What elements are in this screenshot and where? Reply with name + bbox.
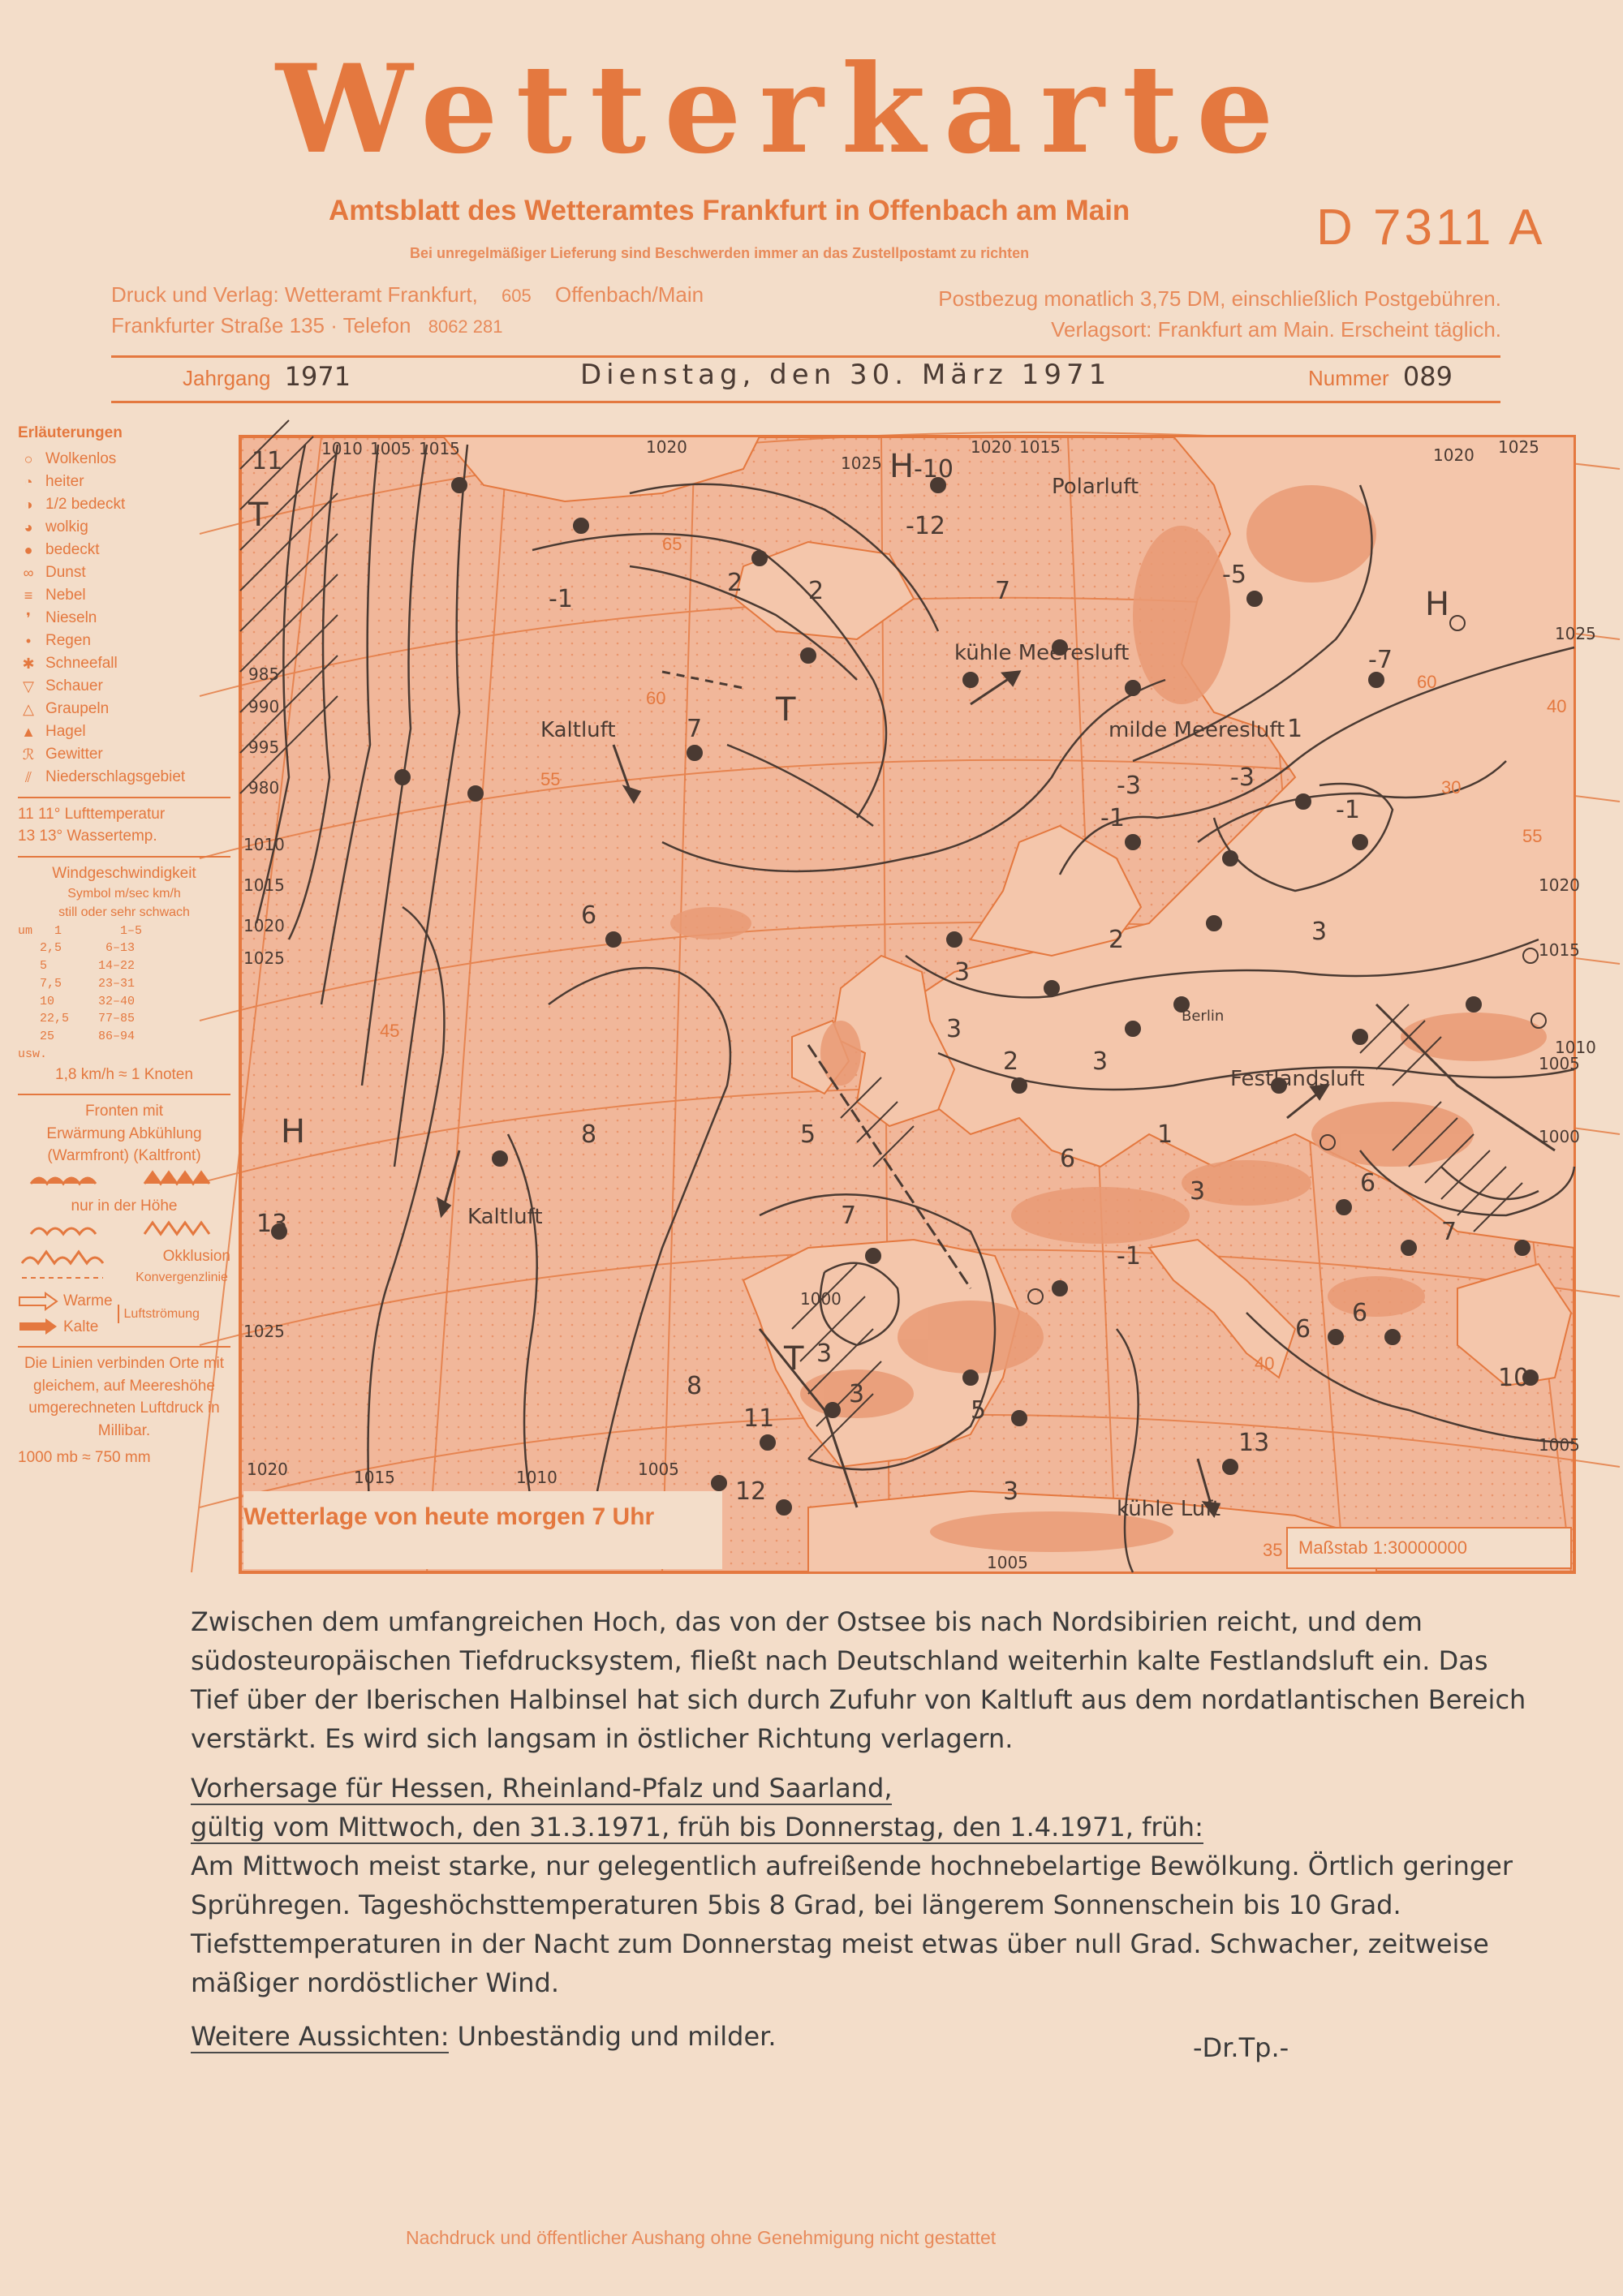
svg-text:1010: 1010: [321, 439, 363, 458]
svg-text:35: 35: [1263, 1540, 1283, 1560]
svg-text:55: 55: [540, 769, 561, 789]
map-scale: Maßstab 1:30000000: [1298, 1537, 1467, 1558]
header-rule-bottom: [111, 401, 1500, 403]
legend-label: 1/2 bedeckt: [45, 495, 126, 513]
station-value: 3: [1092, 1047, 1109, 1076]
station-value: -7: [1368, 646, 1393, 674]
low-marker: T: [248, 497, 269, 534]
svg-text:1025: 1025: [1498, 437, 1539, 457]
svg-text:1025: 1025: [243, 948, 285, 968]
asterisk-icon: ✱: [22, 655, 35, 672]
svg-text:1000: 1000: [800, 1289, 842, 1309]
comma-dot-icon: ❜: [26, 609, 31, 626]
circle-half-icon: ◑: [24, 496, 33, 513]
station-value: 2: [808, 577, 824, 605]
station-value: -3: [1230, 763, 1255, 792]
station-value: 6: [1295, 1315, 1311, 1344]
label-kaltluft-2: Kaltluft: [467, 1205, 543, 1229]
legend-label: Graupeln: [45, 699, 110, 717]
svg-text:45: 45: [380, 1021, 400, 1041]
svg-text:1020: 1020: [1539, 875, 1580, 895]
front-symbols-icon: [23, 1167, 226, 1189]
wind-row: 7,5 23–31: [18, 976, 136, 991]
postal-code-id: D 7311 A: [1316, 200, 1546, 256]
legend-airflow-row: [18, 1290, 230, 1338]
svg-text:30: 30: [1441, 777, 1462, 798]
svg-text:60: 60: [1417, 672, 1437, 692]
svg-text:1015: 1015: [243, 875, 285, 895]
station-value: -3: [1117, 772, 1141, 800]
station-value: -1: [549, 585, 573, 613]
station-value: 3: [1190, 1177, 1206, 1206]
forecast-block: [191, 1769, 1530, 2056]
label-festlandsluft: Festlandsluft: [1230, 1067, 1365, 1091]
legend-wind-cols: Symbol m/sec km/h: [67, 887, 181, 901]
station-value: 8: [687, 1372, 703, 1400]
issue-number: [1308, 361, 1453, 392]
legend-label: Hagel: [45, 722, 86, 740]
legend-row: [18, 539, 230, 561]
warm-arrow-icon: [18, 1292, 58, 1310]
legend-row: [18, 493, 230, 516]
svg-text:1020: 1020: [1433, 445, 1474, 465]
legend-row: [18, 471, 230, 493]
station-value: 3: [849, 1380, 865, 1408]
station-value: 5: [971, 1396, 987, 1425]
forecast-text: Am Mittwoch meist starke, nur gelegentlich aufreißende hochnebelartige Bewölkung. Örtlich geringer Sprühregen. Tageshöchsttemperaturen 5bis 8 Grad, bei längerem Sonnenschein bis 10 Grad. Tiefsttemperaturen in der Nacht zum Donnerstag meist etwas über null Grad. Schwacher, zeitweise mäßiger nordöstlicher Wind.: [191, 1851, 1513, 1998]
legend-label: Niederschlagsgebiet: [45, 767, 186, 785]
wind-row: 2,5 6–13: [18, 941, 136, 956]
low-marker: T: [776, 691, 796, 729]
circle-empty-icon: ○: [24, 450, 33, 467]
legend-wind: [18, 856, 230, 1086]
occlusion-icon: [18, 1247, 115, 1266]
forecast-heading-1: Vorhersage für Hessen, Rheinland-Pfalz und Saarland,: [191, 1773, 893, 1804]
svg-text:1015: 1015: [1539, 940, 1580, 960]
situation-text: Zwischen dem umfangreichen Hoch, das von der Ostsee bis nach Nordsibirien reicht, und dem südosteuropäischen Tiefdrucksystem, fließt nach Deutschland weiterhin kalte Festlandsluft ein. Das Tief über der Iberischen Halbinsel hat sich durch Zufuhr von Kaltluft aus dem nordatlantischen Bereich verstärkt. Es wird sich langsam in östlicher Richtung verlagern.: [191, 1606, 1526, 1754]
high-marker: H: [889, 448, 915, 485]
svg-text:1010: 1010: [243, 835, 285, 854]
svg-text:1020: 1020: [243, 916, 285, 935]
svg-text:1020: 1020: [971, 437, 1012, 457]
svg-text:1005: 1005: [1539, 1054, 1580, 1073]
svg-text:1025: 1025: [841, 454, 882, 473]
legend-fronts-cols: Erwärmung Abkühlung: [46, 1124, 202, 1142]
svg-text:1025: 1025: [243, 1322, 285, 1341]
legend-airflow: Luftströmung: [118, 1305, 189, 1323]
legend-label: bedeckt: [45, 540, 100, 558]
wind-row: 5 14–22: [18, 959, 136, 974]
station-value: -1: [1100, 804, 1125, 832]
station-value: 12: [735, 1477, 767, 1506]
legend-row: [18, 516, 230, 539]
legend-fronts-high: nur in der Höhe: [71, 1197, 178, 1215]
legend-row: [18, 720, 230, 743]
masthead-title: Wetterkarte: [276, 38, 1292, 181]
station-value: 1: [1287, 715, 1303, 743]
station-value: 13: [256, 1210, 288, 1238]
svg-text:65: 65: [662, 534, 682, 554]
header-rule-top: [111, 355, 1500, 358]
station-value: 8: [581, 1120, 597, 1149]
svg-text:1020: 1020: [646, 437, 687, 457]
cold-arrow-icon: [18, 1318, 58, 1335]
circle-full-icon: ●: [24, 541, 33, 558]
wind-row: usw.: [18, 1047, 48, 1061]
publisher-line2: Frankfurter Straße 135 · Telefon: [111, 312, 411, 338]
legend-row: [18, 766, 230, 789]
station-value: 6: [581, 901, 597, 930]
station-value: 5: [800, 1120, 816, 1149]
publisher-line1: Druck und Verlag: Wetteramt Frankfurt,: [111, 282, 478, 307]
legend-wind-still: still oder sehr schwach: [58, 905, 190, 920]
station-value: 2: [1003, 1047, 1019, 1076]
wind-row: 10 32–40: [18, 994, 136, 1008]
legend-fronts-title: Fronten mit: [84, 1103, 164, 1120]
svg-text:1005: 1005: [1539, 1435, 1580, 1455]
convergence-icon: [18, 1270, 107, 1286]
weather-map-svg: [240, 436, 1596, 1572]
svg-text:995: 995: [248, 737, 280, 757]
station-value: 7: [995, 577, 1011, 605]
station-value: -12: [906, 512, 945, 540]
publisher-phone: 8062 281: [428, 316, 503, 337]
legend-symbol-list: [18, 448, 230, 789]
map-caption: Wetterlage von heute morgen 7 Uhr: [243, 1503, 655, 1530]
legend-label: Nebel: [45, 586, 86, 604]
svg-text:980: 980: [248, 778, 280, 798]
publisher-postcode: 605: [502, 286, 532, 306]
legend-temp: [18, 797, 230, 848]
high-marker: H: [1425, 586, 1450, 623]
label-kaltluft: Kaltluft: [540, 718, 616, 742]
legend-convergence-row: [18, 1268, 230, 1287]
legend-row: [18, 630, 230, 652]
circle-three-quarter-icon: ◕: [24, 518, 33, 535]
station-value: 3: [816, 1339, 833, 1368]
station-value: 13: [1238, 1429, 1270, 1457]
legend-label: Regen: [45, 631, 91, 649]
legend-label: Wolkenlos: [45, 449, 117, 467]
station-value: -10: [914, 455, 954, 484]
svg-text:1005: 1005: [370, 439, 411, 458]
svg-text:1010: 1010: [516, 1468, 558, 1487]
svg-text:1015: 1015: [354, 1468, 395, 1487]
legend-label: Schauer: [45, 677, 103, 694]
svg-text:1010: 1010: [1555, 1038, 1596, 1057]
year-label: Jahrgang: [183, 366, 271, 390]
infinity-icon: ∞: [23, 564, 34, 581]
masthead-subtitle: Amtsblatt des Wetteramtes Frankfurt in Offenbach am Main: [329, 195, 1130, 226]
outlook-label: Weitere Aussichten:: [191, 2021, 450, 2052]
issue-date: Dienstag, den 30. März 1971: [580, 359, 1112, 391]
station-value: 1: [1157, 1120, 1173, 1149]
wind-row: 25 86–94: [18, 1030, 136, 1044]
legend-occlusion-row: [18, 1245, 230, 1268]
station-value: 11: [252, 447, 283, 475]
subscription-block: [889, 284, 1501, 345]
low-marker: T: [784, 1340, 804, 1378]
svg-text:55: 55: [1522, 826, 1543, 846]
number-label: Nummer: [1308, 366, 1389, 390]
svg-text:1015: 1015: [419, 439, 460, 458]
label-polarluft: Polarluft: [1052, 475, 1139, 499]
circle-quarter-icon: ◔: [24, 473, 33, 490]
station-value: 10: [1498, 1364, 1530, 1392]
legend-fronts: [18, 1094, 230, 1338]
station-value: 3: [946, 1015, 962, 1043]
legend-row: [18, 448, 230, 471]
legend-row: [18, 675, 230, 698]
svg-text:40: 40: [1255, 1353, 1275, 1374]
legend-label: Gewitter: [45, 745, 103, 763]
station-value: 6: [1060, 1145, 1076, 1173]
dot-icon: •: [25, 632, 32, 649]
legend-wind-title: Windgeschwindigkeit: [52, 864, 196, 882]
legend-cold: Kalte: [63, 1318, 99, 1335]
footer-notice: Nachdruck und öffentlicher Aushang ohne Genehmigung nicht gestattet: [406, 2227, 997, 2248]
legend-warm: Warme: [63, 1292, 113, 1310]
station-value: 11: [743, 1404, 775, 1433]
label-berlin: Berlin: [1182, 1008, 1225, 1025]
number-value: 089: [1402, 361, 1453, 392]
svg-text:985: 985: [248, 664, 280, 684]
triangle-down-icon: ▽: [23, 677, 34, 694]
legend-row: [18, 652, 230, 675]
thunder-icon: ℛ: [22, 746, 35, 763]
weather-map: [240, 436, 1596, 1572]
triple-bar-icon: ≡: [24, 587, 33, 604]
year-value: 1971: [284, 361, 351, 392]
legend-label: Schneefall: [45, 654, 118, 672]
station-value: -1: [1336, 796, 1360, 824]
high-marker: H: [281, 1113, 306, 1150]
label-kuehle-luft: kühle Luft: [1117, 1497, 1221, 1521]
label-milde-meeresluft: milde Meeresluft: [1109, 718, 1285, 742]
svg-text:1000: 1000: [1539, 1127, 1580, 1146]
legend-wind-rows: [18, 922, 230, 1064]
legend-label: Dunst: [45, 563, 86, 581]
delivery-note: Bei unregelmäßiger Lieferung sind Beschwerden immer an das Zustellpostamt zu richten: [410, 245, 1030, 261]
station-value: -1: [1117, 1242, 1141, 1271]
publisher-block: [111, 280, 704, 341]
legend-label: wolkig: [45, 518, 88, 535]
svg-text:1005: 1005: [638, 1460, 679, 1479]
svg-text:60: 60: [646, 688, 666, 708]
svg-text:40: 40: [1547, 696, 1567, 716]
legend-air-temp: 11 11° Lufttemperatur: [18, 805, 166, 823]
station-value: -5: [1222, 561, 1246, 589]
triangle-up-icon: △: [23, 700, 34, 717]
subscription-line2: Verlagsort: Frankfurt am Main. Erscheint täglich.: [1051, 316, 1501, 342]
legend-row: [18, 607, 230, 630]
station-value: 3: [954, 958, 971, 987]
legend-pressure: 1000 mb ≈ 750 mm: [18, 1449, 151, 1467]
publisher-city: Offenbach/Main: [555, 282, 704, 307]
outlook-text: Unbeständig und milder.: [457, 2021, 777, 2052]
station-value: 2: [1109, 926, 1125, 954]
legend-label: Nieseln: [45, 608, 97, 626]
station-value: 3: [1003, 1477, 1019, 1506]
station-value: 7: [1441, 1218, 1457, 1246]
subscription-line1: Postbezug monatlich 3,75 DM, einschließlich Postgebühren.: [938, 286, 1501, 311]
legend-fronts-cols2: (Warmfront) (Kaltfront): [47, 1147, 201, 1165]
wind-row: um 1 1–5: [18, 923, 143, 938]
station-value: 7: [687, 715, 703, 743]
svg-text:1015: 1015: [1019, 437, 1061, 457]
hatch-icon: ⫽: [24, 768, 32, 785]
legend-row: [18, 743, 230, 766]
legend-label: heiter: [45, 472, 84, 490]
station-value: 7: [841, 1202, 857, 1230]
legend-title: Erläuterungen: [18, 424, 123, 441]
issue-year: [183, 361, 351, 392]
svg-text:1005: 1005: [987, 1553, 1028, 1572]
legend-water-temp: 13 13° Wassertemp.: [18, 828, 157, 845]
svg-text:990: 990: [248, 697, 280, 716]
legend-isobar-note: Die Linien verbinden Orte mit gleichem, auf Meereshöhe umgerechneten Luftdruck in Millibar.: [18, 1346, 230, 1442]
station-value: 2: [727, 569, 743, 597]
front-high-icon: [23, 1218, 226, 1239]
legend-row: [18, 698, 230, 720]
legend-row: [18, 584, 230, 607]
svg-text:1025: 1025: [1555, 624, 1596, 643]
station-value: 3: [1311, 918, 1328, 946]
legend-panel: [18, 422, 230, 1469]
wind-row: 22,5 77–85: [18, 1012, 136, 1026]
legend-knot: 1,8 km/h ≈ 1 Knoten: [55, 1065, 193, 1083]
station-value: 6: [1352, 1299, 1368, 1327]
forecast-heading-2: gültig vom Mittwoch, den 31.3.1971, früh bis Donnerstag, den 1.4.1971, früh:: [191, 1812, 1203, 1842]
legend-row: [18, 561, 230, 584]
triangle-filled-icon: ▲: [21, 723, 36, 740]
label-kuehle-meeresluft: kühle Meeresluft: [954, 641, 1130, 665]
station-value: 6: [1360, 1169, 1376, 1197]
legend-convergence: Konvergenzlinie: [136, 1270, 228, 1284]
svg-text:1020: 1020: [247, 1460, 288, 1479]
legend-occlusion: Okklusion: [162, 1248, 230, 1266]
signature: -Dr.Tp.-: [1193, 2032, 1289, 2063]
